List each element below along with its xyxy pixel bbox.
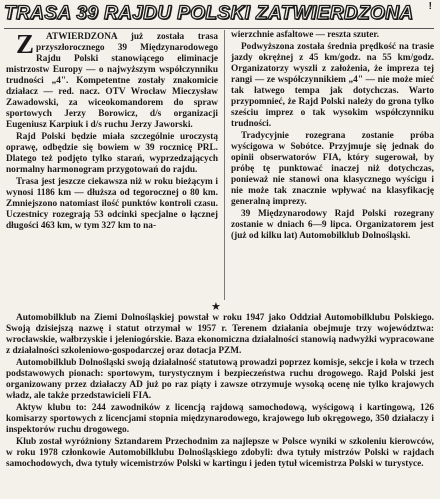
wide-paragraph-3: Aktyw klubu to: 244 zawodników z licencją rajdową samochodową, wyścigową i kartingową, 126 komisarzy sportowych z licencjami stopnia międzynarodowego, krajowego lub okręgowego, 350 działaczy i inspektorów ruchu drogowego. [6,403,434,435]
left-paragraph-1-text: ATWIERDZONA już została trasa przyszłorocznego 39 Międzynarodowego Rajdu Polski stanowiącego eliminacje mistrzostw Europy — o najwyższym współczynniku trudności „4". Kompetentne zostały znakomicie działacz — red. nacz. OTV Wrocław Mieczysław Zawadowski, za wiceokomandorem do spraw sportowych Jerzy Borowicz, d/s organizacji Eugeniusz Karpiuk i d/s ruchu Jerzy Jaworski. [6,32,218,130]
right-paragraph-1: wierzchnie asfaltowe — reszta szuter. [231,30,379,40]
dropcap-letter: Z [16,29,35,59]
left-paragraph-2: Rajd Polski będzie miała szczególnie uroczystą oprawę, odbędzie się bowiem w 39 rocznicę PRL. Dlatego też podjęto tylko starań, wyprzedzających normalny harmonogram przygotowań do rajdu. [6,132,218,175]
wide-paragraph-4: Klub został wyróżniony Sztandarem Przechodnim za najlepsze w Polsce wyniki w szkoleniu kierowców, w roku 1978 członkowie Automobilklubu Dolnośląskiego zdobyli: dwa tytuły mistrzów Polski w rajdach samochodowych, dwa tytuły wicemistrzów Polski w kartingu i jeden tytuł wicemistrza Polski w turystyce. [6,437,434,469]
article-headline: TRASA 39 RAJDU POLSKI ZATWIERDZONA [4,3,414,24]
wide-section [6,313,434,471]
left-paragraph-3: Trasa jest jeszcze ciekawsza niż w roku bieżącym i wynosi 1186 km — dłuższa od tegorocznej o 80 km. Zmniejszono natomiast ilość punktów kontroli czasu. Uczestnicy rozegrają 53 odcinki specjalne o łącznej długości 463 km, w tym 327 km to na- [6,177,218,231]
right-paragraph-3: Tradycyjnie rozegrana zostanie próba wyścigowa w Sobótce. Przyjmuje się jednak do opinii obserwatorów FIA, który sugerował, by próbę tę punktować inaczej niż dotychczas, ponieważ nie stanowi ona klasycznego wyścigu i nie może tak znacznie wpływać na klasyfikację generalną imprezy. [231,131,434,207]
headline-rule [4,28,434,29]
corner-mark: ! [428,1,432,12]
wide-paragraph-1: Automobilklub na Ziemi Dolnośląskiej powstał w roku 1947 jako Oddział Automobilklubu Polskiego. Swoją dzisiejszą nazwę i statut otrzymał w 1957 r. Terenem działania obejmuje trzy województwa: wrocławskie, wałbrzyskie i jeleniogórskie. Baza ekonomiczna działalności stanowią nadwyżki wypracowane z działalności szkoleniowo-gospodarczej oraz dotacja PZM. [6,313,434,356]
wide-paragraph-2: Automobilklub Dolnośląski swoją działalność statutową prowadzi poprzez komisje, sekcje i koła w trzech podstawowych pionach: sportowym, turystycznym i bezpieczeństwa ruchu drogowego. Rajd Polski jest organizowany przez działaczy AD już po raz piąty i zawsze otrzymuje wysoką ocenę nie tylko krajowych władz, ale także przedstawicieli FIA. [6,358,434,401]
left-column [6,29,218,233]
right-column [231,30,434,243]
right-paragraph-2: Podwyższona została średnia prędkość na trasie jazdy okrężnej z 45 km/godz. na 55 km/godz. Organizatorzy wyszli z założenia, że impreza tej rangi — ze współczynnikiem „4" — nie może mieć tak łatwego tempa jak dotychczas. Warto przypomnieć, że Rajd Polski należy do grona tylko sześciu imprez o tak wysokim współczynniku trudności. [231,42,434,129]
column-divider [224,30,225,300]
star-separator: ★ [211,301,221,313]
left-paragraph-1 [6,29,218,131]
right-paragraph-4: 39 Międzynarodowy Rajd Polski rozegrany zostanie w dniach 6—9 lipca. Organizatorem jest (już od kilku lat) Automobilklub Dolnośląski. [231,209,434,241]
